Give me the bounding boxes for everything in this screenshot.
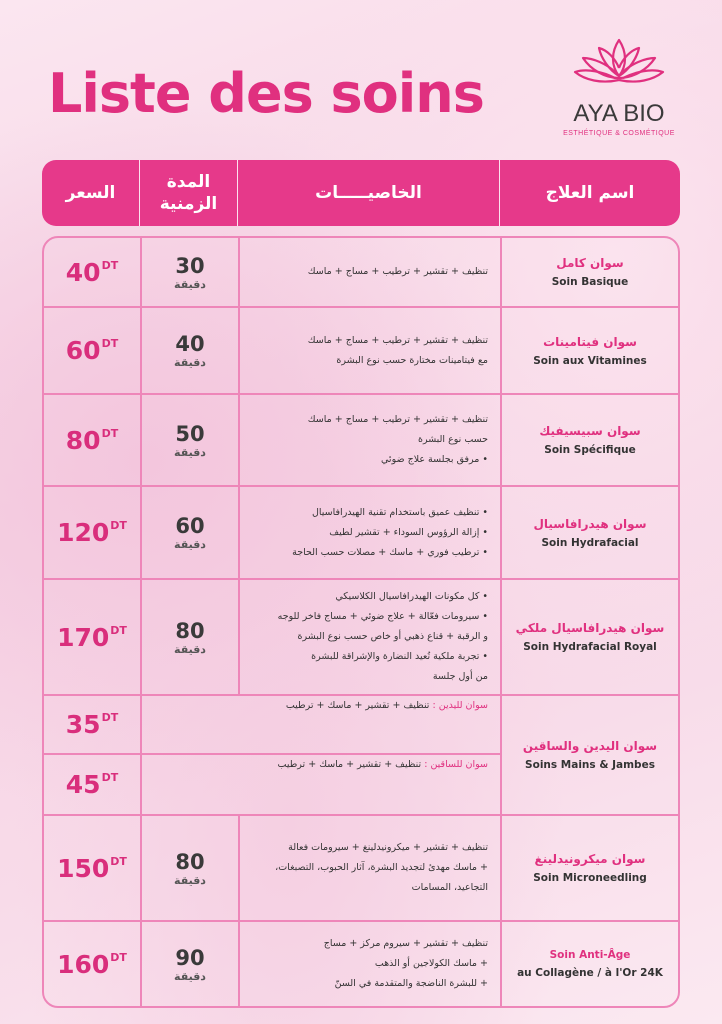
price-cell: $35^{DT}$ — [44, 696, 142, 753]
brand-logo — [560, 36, 678, 137]
duration-cell — [142, 755, 240, 814]
sub-row — [44, 696, 240, 755]
table-row — [44, 487, 678, 580]
duration-cell: 30 دقيقة — [142, 238, 240, 306]
price-cell: $40^{DT}$ — [44, 238, 142, 306]
features-cell: • تنظيف عميق باستخدام تقنية الهيدرافاسيال • إزالة الرؤوس السوداء + تقشير لطيف • ترطيب فوري + ماسك + مصلات حسب الحاجة — [240, 487, 502, 578]
price-cell: $80^{DT}$ — [44, 395, 142, 485]
duration-cell: 60 دقيقة — [142, 487, 240, 578]
table-row — [44, 395, 678, 487]
features-cell: سوان لليدين : تنظيف + تقشير + ماسك + ترطيب سوان للساقين : تنظيف + تقشير + ماسك + ترطيب — [240, 696, 502, 814]
sub-rows-group — [44, 696, 240, 814]
header-features: الخاصيـــــات — [238, 160, 500, 226]
header-duration-line1: المدة — [166, 172, 211, 192]
duration-cell: 50 دقيقة — [142, 395, 240, 485]
price-table — [42, 236, 680, 1008]
price-cell: $160^{DT}$ — [44, 922, 142, 1006]
duration-cell: 80 دقيقة — [142, 816, 240, 920]
name-cell: سوان اليدين والساقين Soins Mains & Jambes — [522, 739, 658, 771]
features-cell: تنظيف + تقشير + ميكرونيدلينغ + سيرومات فعالة + ماسك مهدئ لتجديد البشرة، آثار الحبوب، التصبغات، التجاعيد، المسامات — [240, 816, 502, 920]
features-cell: تنظيف + تقشير + سيروم مركز + مساج + ماسك الكولاجين أو الذهب + للبشرة الناضجة والمتقدمة في السنّ — [240, 922, 502, 1006]
table-row — [44, 816, 678, 922]
name-cell: سوان كامل Soin Basique — [551, 256, 629, 288]
duration-cell: 40 دقيقة — [142, 308, 240, 393]
table-header — [42, 160, 680, 226]
page-title: Liste des soins — [48, 62, 484, 125]
table-row — [44, 580, 678, 696]
header-name: اسم العلاج — [545, 183, 635, 203]
features-cell: تنظيف + تقشير + ترطيب + مساج + ماسك حسب نوع البشرة • مرفق بجلسة علاج ضوئي — [240, 395, 502, 485]
price-cell: $45^{DT}$ — [44, 755, 142, 814]
features-cell: تنظيف + تقشير + ترطيب + مساج + ماسك — [240, 238, 502, 306]
price-cell: $170^{DT}$ — [44, 580, 142, 694]
duration-cell — [142, 696, 240, 753]
name-cell: Soin Anti-Âge au Collagène / à l'Or 24K — [517, 949, 663, 979]
brand-tagline: ESTHÉTIQUE & COSMÉTIQUE — [563, 130, 675, 137]
table-row — [44, 238, 678, 308]
duration-cell: 90 دقيقة — [142, 922, 240, 1006]
sub-row — [44, 755, 240, 814]
name-cell: سوان هيدرافاسيال ملكي Soin Hydrafacial Royal — [515, 621, 665, 653]
price-cell: $60^{DT}$ — [44, 308, 142, 393]
price-cell: $120^{DT}$ — [44, 487, 142, 578]
name-cell: سوان هيدرافاسيال Soin Hydrafacial — [533, 516, 647, 549]
name-cell: سوان سبيسيفيك Soin Spécifique — [539, 424, 641, 456]
lotus-icon — [571, 36, 667, 98]
duration-cell: 80 دقيقة — [142, 580, 240, 694]
features-cell: • كل مكونات الهيدرافاسيال الكلاسيكي • سيرومات فعّالة + علاج ضوئي + مساج فاخر للوجه و الرقبة + قناع ذهبي أو خاص حسب نوع البشرة • تجربة ملكية تُعيد النضارة والإشراقة للبشرة من أول جلسة — [240, 580, 502, 694]
name-cell: سوان فيتامينات Soin aux Vitamines — [533, 334, 647, 367]
name-cell: سوان ميكرونيدلينغ Soin Microneedling — [533, 852, 647, 884]
table-row — [44, 922, 678, 1006]
price-cell: $150^{DT}$ — [44, 816, 142, 920]
table-row — [44, 696, 678, 816]
header-duration — [140, 160, 238, 226]
header-duration-line2: الزمنية — [159, 194, 218, 214]
brand-name: AYA BIO — [573, 100, 665, 127]
header-price: السعر — [42, 160, 140, 226]
features-cell: تنظيف + تقشير + ترطيب + مساج + ماسك مع فيتامينات مختارة حسب نوع البشرة — [240, 308, 502, 393]
table-row — [44, 308, 678, 395]
